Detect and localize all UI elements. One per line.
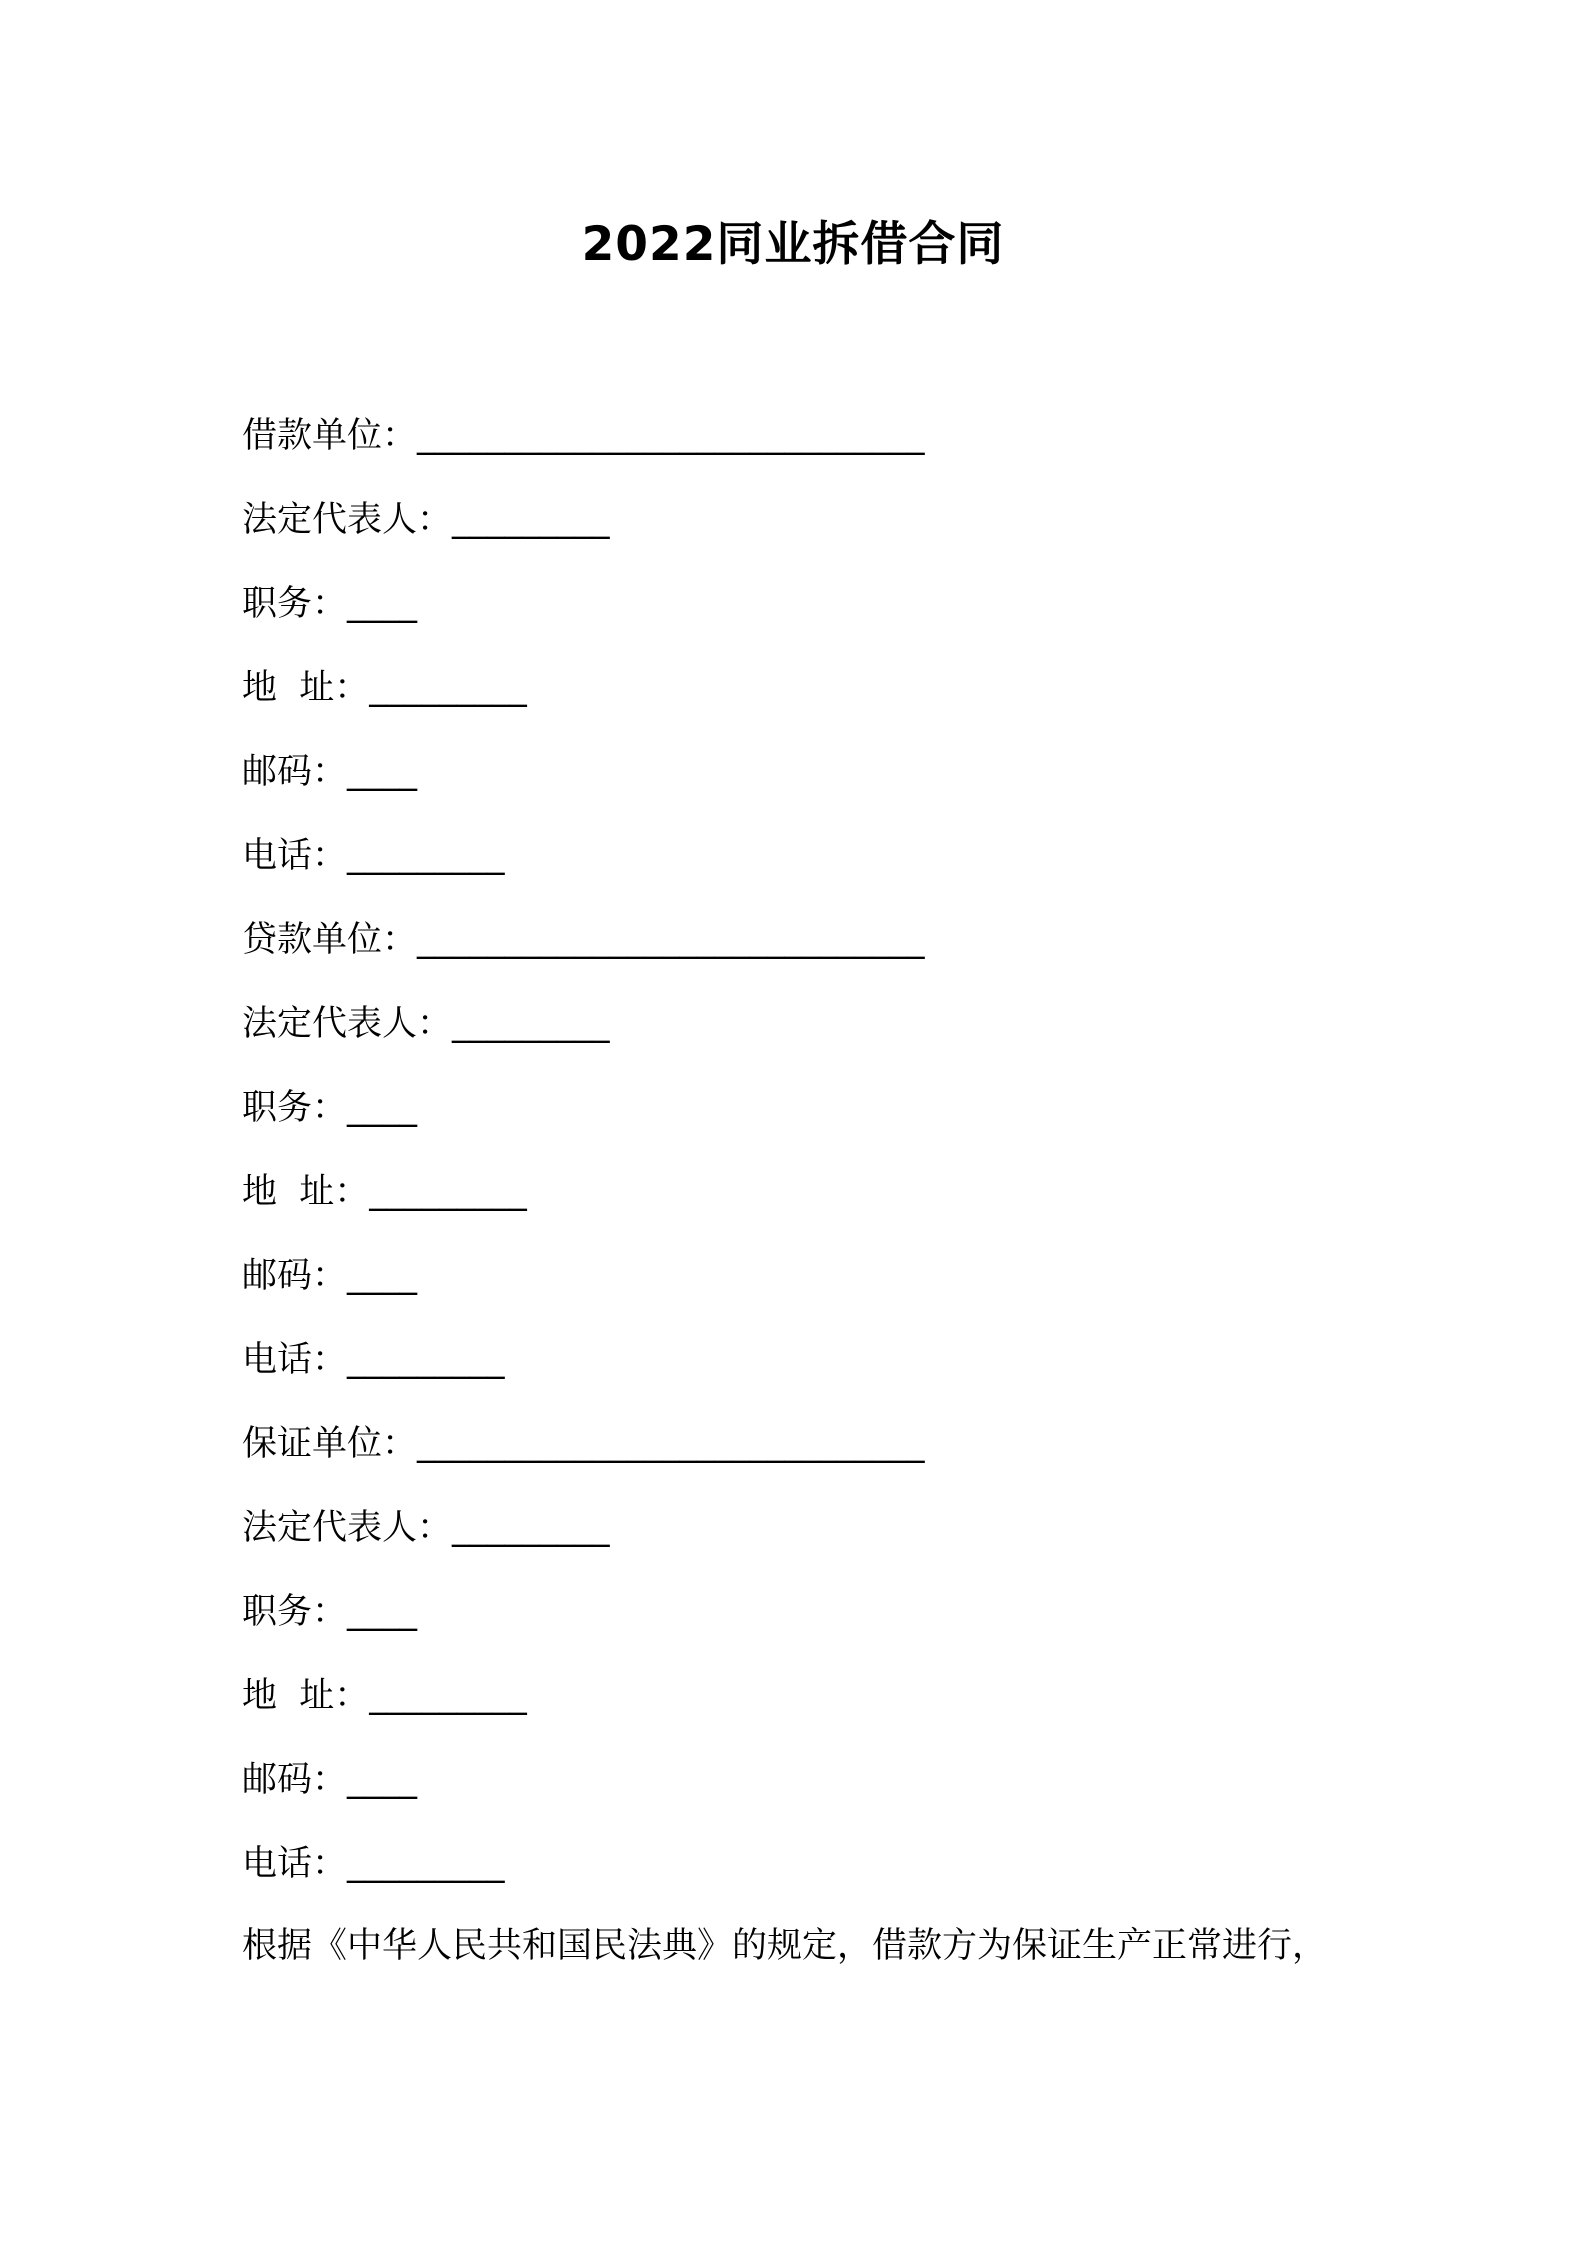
field-label: 职务： (242, 1592, 348, 1632)
lender-postcode-field (242, 1246, 1342, 1330)
field-label: 地 址： (242, 1172, 370, 1212)
field-label: 电话： (242, 1844, 348, 1884)
field-blank: ____ (347, 1088, 418, 1128)
field-label: 法定代表人： (242, 500, 453, 540)
field-label: 保证单位： (242, 1424, 418, 1464)
borrower-position-field (242, 574, 1342, 658)
body-paragraph: 根据《中华人民共和国民法典》的规定，借款方为保证生产正常进行， (242, 1926, 1328, 1966)
borrower-address-field (242, 658, 1342, 742)
field-blank: ____ (347, 1256, 418, 1296)
field-blank: _________ (347, 836, 505, 876)
borrower-phone-field (242, 826, 1342, 910)
guarantor-address-field (242, 1666, 1342, 1750)
guarantor-phone-field (242, 1834, 1342, 1918)
field-blank: _____________________________ (417, 416, 925, 456)
lender-address-field (242, 1162, 1342, 1246)
field-label: 邮码： (242, 752, 348, 792)
field-blank: _________ (452, 1508, 610, 1548)
document-title: 2022同业拆借合同 (581, 217, 1005, 272)
field-blank: _________ (369, 668, 527, 708)
field-label: 法定代表人： (242, 1004, 453, 1044)
field-label: 借款单位： (242, 416, 418, 456)
field-blank: _____________________________ (417, 1424, 925, 1464)
borrower-unit-field (242, 406, 1342, 490)
field-blank: ____ (347, 1760, 418, 1800)
lender-position-field (242, 1078, 1342, 1162)
field-blank: _________ (369, 1676, 527, 1716)
field-blank: ____ (347, 584, 418, 624)
field-blank: _________ (452, 1004, 610, 1044)
field-label: 邮码： (242, 1256, 348, 1296)
field-blank: _________ (369, 1172, 527, 1212)
lender-unit-field (242, 910, 1342, 994)
field-blank: ____ (347, 752, 418, 792)
field-blank: _________ (347, 1844, 505, 1884)
field-label: 邮码： (242, 1760, 348, 1800)
field-blank: _________ (347, 1340, 505, 1380)
field-label: 法定代表人： (242, 1508, 453, 1548)
field-label: 贷款单位： (242, 920, 418, 960)
guarantor-legal-rep-field (242, 1498, 1342, 1582)
field-label: 地 址： (242, 668, 370, 708)
field-blank: ____ (347, 1592, 418, 1632)
field-blank: _____________________________ (417, 920, 925, 960)
field-label: 电话： (242, 1340, 348, 1380)
guarantor-unit-field (242, 1414, 1342, 1498)
lender-phone-field (242, 1330, 1342, 1414)
party-info-list (242, 406, 1342, 1918)
lender-legal-rep-field (242, 994, 1342, 1078)
guarantor-position-field (242, 1582, 1342, 1666)
field-label: 地 址： (242, 1676, 370, 1716)
borrower-legal-rep-field (242, 490, 1342, 574)
field-label: 职务： (242, 1088, 348, 1128)
field-blank: _________ (452, 500, 610, 540)
field-label: 电话： (242, 836, 348, 876)
field-label: 职务： (242, 584, 348, 624)
borrower-postcode-field (242, 742, 1342, 826)
guarantor-postcode-field (242, 1750, 1342, 1834)
